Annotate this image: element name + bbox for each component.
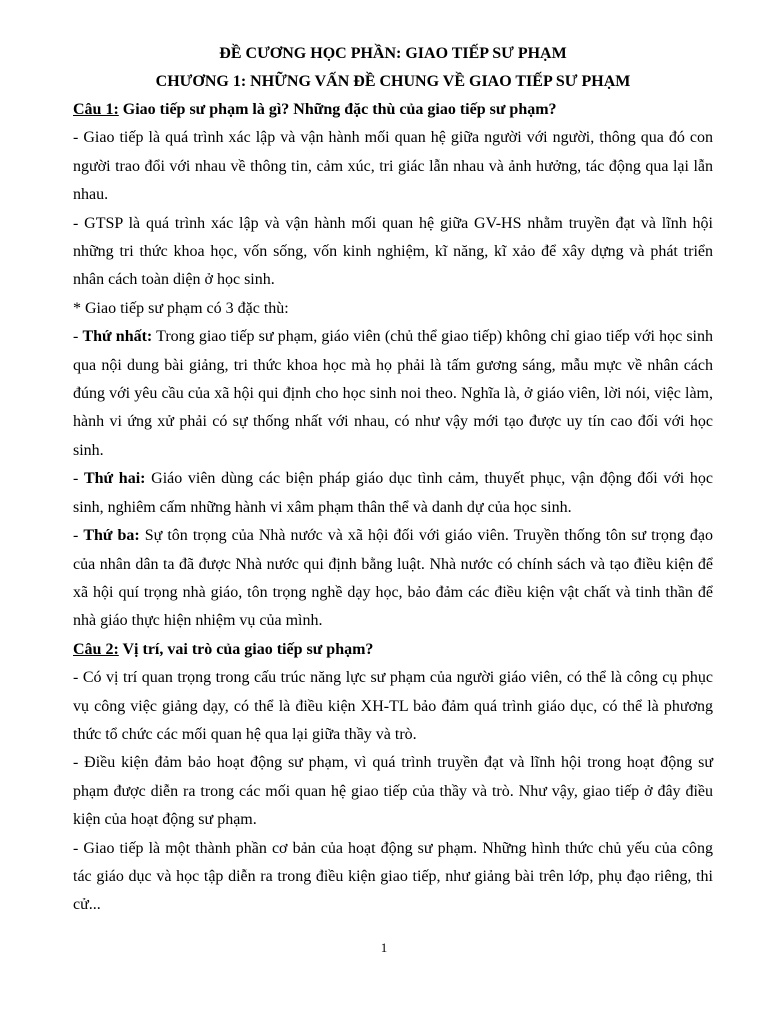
first-label: Thứ nhất:: [82, 328, 153, 346]
paragraph-first-characteristic: - Thứ nhất: Trong giao tiếp sư phạm, giáo viên (chủ thể giao tiếp) không chỉ giao tiếp với học sinh qua nội dung bài giảng, tri thức khoa học mà họ phải là tấm gương sáng, mẫu mực về nhân cách đúng với yêu cầu của xã hội qui định cho học sinh noi theo. Nghĩa là, ở giáo viên, lời nói, việc làm, hành vi ứng xử phải có sự thống nhất với nhau, có như vậy mới tạo được uy tín cao đối với học sinh.: [73, 328, 714, 459]
second-label: Thứ hai:: [83, 470, 146, 488]
paragraph-position: - Có vị trí quan trọng trong cấu trúc năng lực sư phạm của người giáo viên, có thể là công cụ phục vụ công việc giảng dạy, có thể là điều kiện XH-TL bảo đảm quá trình giáo dục, có thể là phương thức tổ chức các mối quan hệ qua lại giữa thầy và trò.: [73, 669, 713, 743]
question-2-number: Câu 2:: [73, 640, 119, 658]
question-1-heading: [73, 96, 713, 124]
paragraph-second-characteristic: - Thứ hai: Giáo viên dùng các biện pháp giáo dục tình cảm, thuyết phục, vận động đối với học sinh, nghiêm cấm những hành vi xâm phạm thân thể và danh dự của học sinh.: [73, 470, 714, 516]
paragraph-third-characteristic: - Thứ ba: Sự tôn trọng của Nhà nước và xã hội đối với giáo viên. Truyền thống tôn sư trọng đạo của nhân dân ta đã được Nhà nước qui định bằng luật. Nhà nước có chính sách và tạo điều kiện để xã hội quí trọng nhà giáo, tôn trọng nghề dạy học, bảo đảm các điều kiện vật chất và tinh thần để nhà giáo thực hiện nhiệm vụ của mình.: [73, 527, 713, 630]
document-title: ĐỀ CƯƠNG HỌC PHẦN: GIAO TIẾP SƯ PHẠM: [219, 45, 567, 62]
question-1-text: Giao tiếp sư phạm là gì? Những đặc thù của giao tiếp sư phạm?: [118, 101, 557, 118]
third-label: Thứ ba:: [83, 527, 140, 545]
paragraph-characteristics-intro: * Giao tiếp sư phạm có 3 đặc thù:: [73, 299, 289, 317]
first-text: Trong giao tiếp sư phạm, giáo viên (chủ thể giao tiếp) không chỉ giao tiếp với học sinh qua nội dung bài giảng, tri thức khoa học mà họ phải là tấm gương sáng, mẫu mực về nhân cách đúng với yêu cầu của xã hội qui định cho học sinh noi theo. Nghĩa là, ở giáo viên, lời nói, việc làm, hành vi ứng xử phải có sự thống nhất với nhau, có như vậy mới tạo được uy tín cao đối với học sinh.: [73, 328, 714, 459]
second-text: Giáo viên dùng các biện pháp giáo dục tình cảm, thuyết phục, vận động đối với học sinh, nghiêm cấm những hành vi xâm phạm thân thể và danh dự của học sinh.: [73, 470, 714, 516]
paragraph-gtsp-definition: - GTSP là quá trình xác lập và vận hành mối quan hệ giữa GV-HS nhằm truyền đạt và lĩnh hội những tri thức khoa học, vốn sống, vốn kinh nghiệm, kĩ năng, kĩ xảo để xây dựng và phát triển nhân cách toàn diện ở học sinh.: [73, 214, 713, 289]
question-1-number: Câu 1:: [73, 101, 119, 118]
question-2-text: Vị trí, vai trò của giao tiếp sư phạm?: [118, 640, 374, 658]
paragraph-component: - Giao tiếp là một thành phần cơ bản của hoạt động sư phạm. Những hình thức chủ yếu của công tác giáo dục và học tập diễn ra trong điều kiện giao tiếp, như giảng bài trên lớp, phụ đạo riêng, thi cử...: [73, 839, 713, 914]
paragraph-condition: - Điều kiện đảm bảo hoạt động sư phạm, vì quá trình truyền đạt và lĩnh hội trong hoạt động sư phạm được diễn ra trong các mối quan hệ giao tiếp của thầy và trò. Như vậy, giao tiếp ở đây điều kiện của hoạt động sư phạm.: [73, 754, 713, 829]
chapter-heading: CHƯƠNG 1: NHỮNG VẤN ĐỀ CHUNG VỀ GIAO TIẾP SƯ PHẠM: [155, 73, 631, 90]
paragraph-communication-definition: - Giao tiếp là quá trình xác lập và vận hành mối quan hệ giữa người với người, thông qua đó con người trao đổi với nhau về thông tin, cảm xúc, tri giác lẫn nhau và ảnh hưởng, tác động qua lại lẫn nhau.: [73, 129, 713, 204]
third-text: Sự tôn trọng của Nhà nước và xã hội đối với giáo viên. Truyền thống tôn sư trọng đạo của nhân dân ta đã được Nhà nước qui định bằng luật. Nhà nước có chính sách và tạo điều kiện để xã hội quí trọng nhà giáo, tôn trọng nghề dạy học, bảo đảm các điều kiện vật chất và tinh thần để nhà giáo thực hiện nhiệm vụ của mình.: [73, 527, 713, 630]
document-body: [73, 40, 713, 920]
page-number: 1: [380, 940, 388, 955]
question-2-heading: [73, 636, 713, 664]
